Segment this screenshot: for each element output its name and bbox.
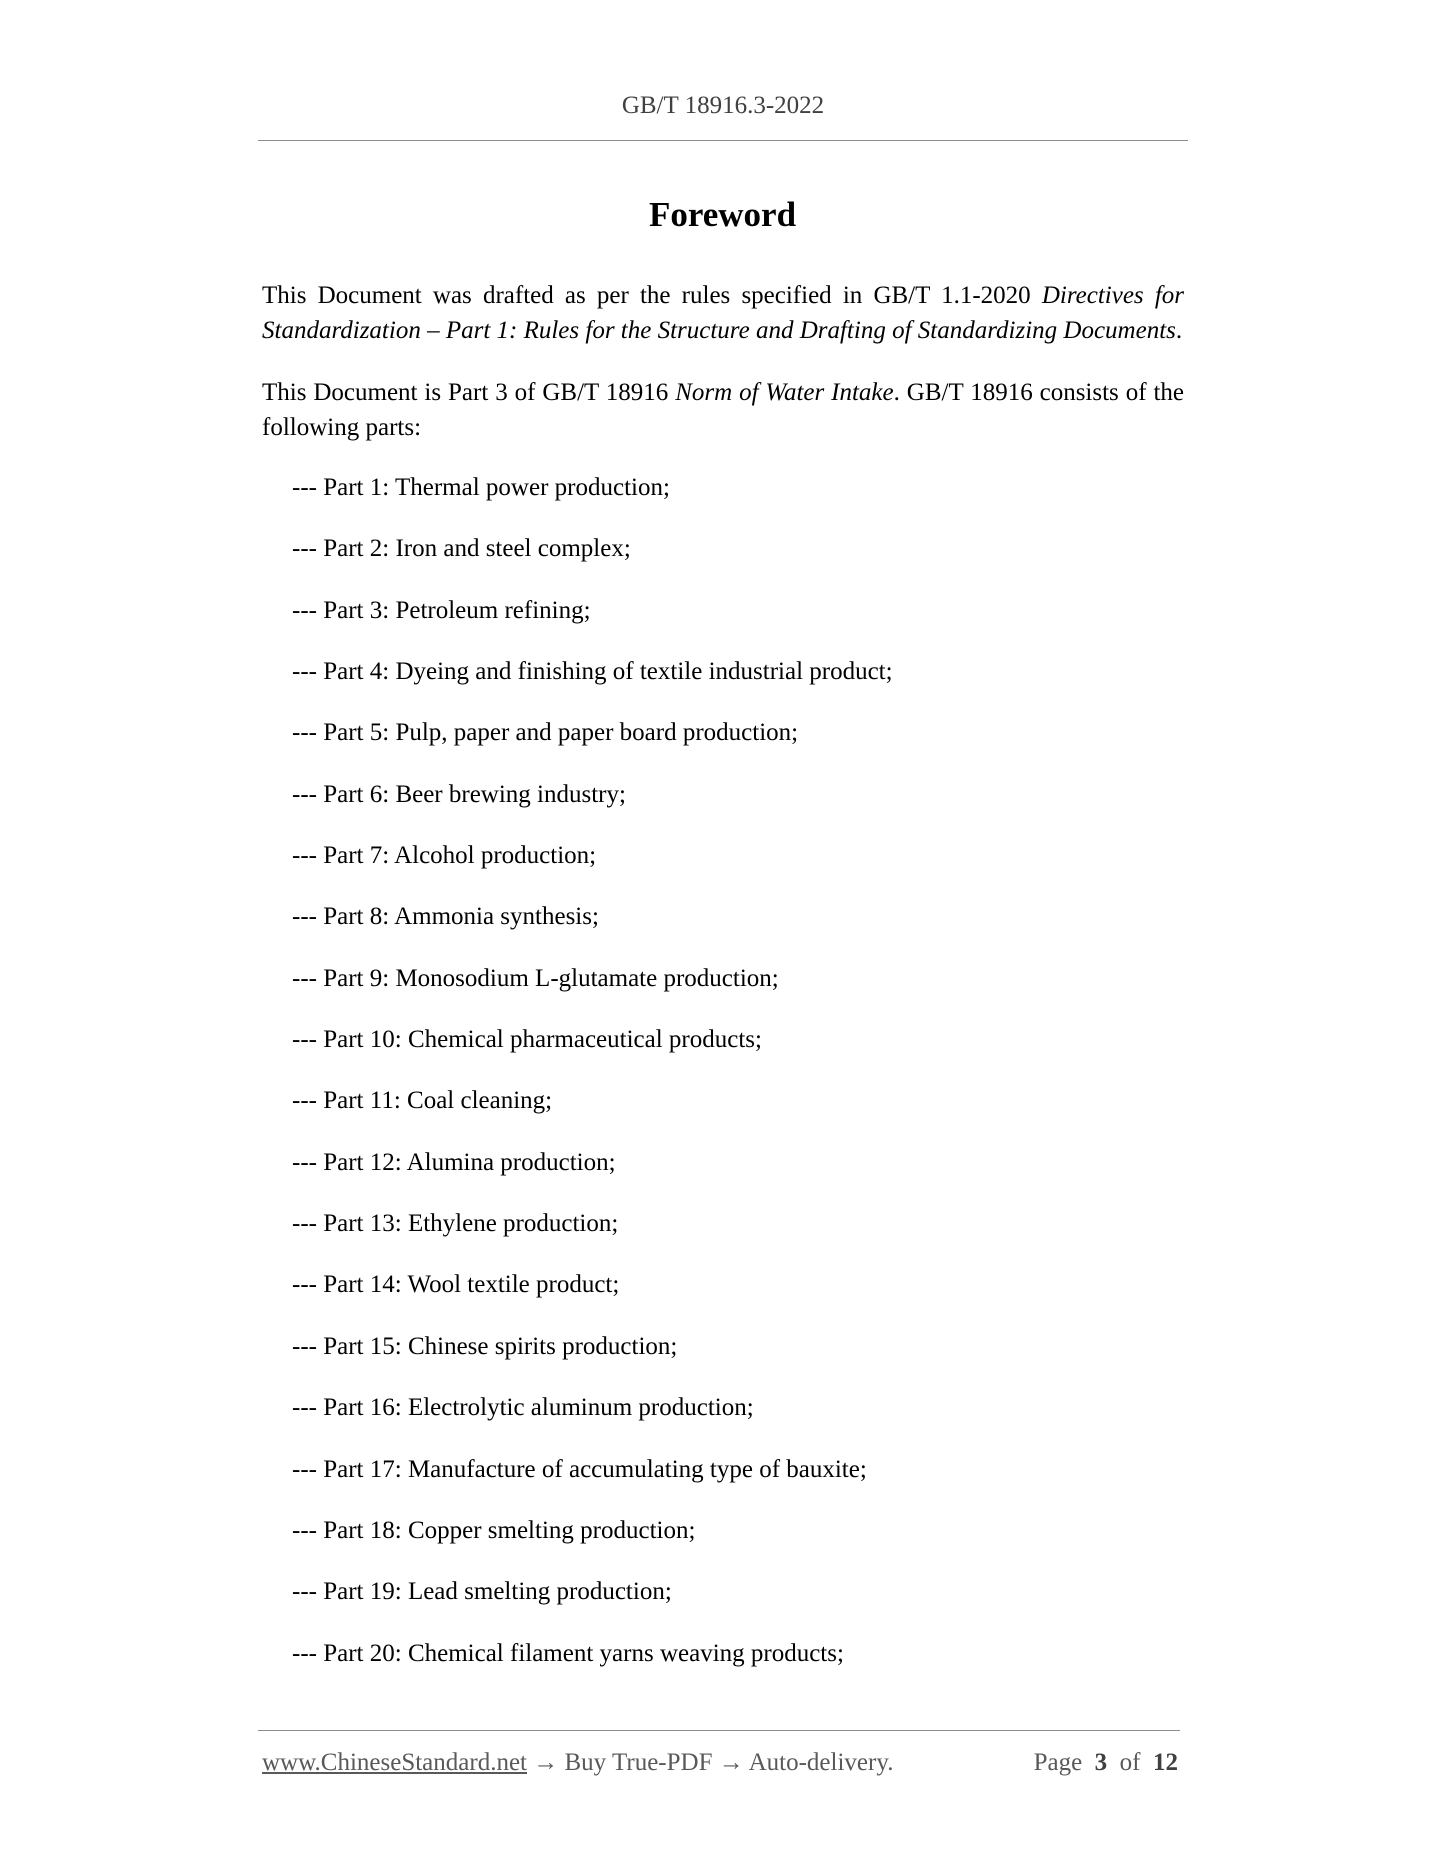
list-item: --- Part 16: Electrolytic aluminum production; <box>292 1394 754 1422</box>
website-link[interactable]: www.ChineseStandard.net <box>262 1749 527 1776</box>
page-number: 3 <box>1094 1749 1108 1776</box>
page-label: Page <box>1033 1749 1083 1776</box>
paragraph-text: . GB/T 18916 consists of the following parts: <box>262 379 1184 441</box>
list-item: --- Part 10: Chemical pharmaceutical products; <box>292 1026 762 1054</box>
list-item: --- Part 1: Thermal power production; <box>292 474 670 501</box>
buy-pdf-text: Buy True-PDF <box>564 1749 713 1776</box>
paragraph-drafting-rules <box>262 278 1184 348</box>
list-item: --- Part 9: Monosodium L-glutamate production; <box>292 964 779 992</box>
list-item: --- Part 12: Alumina production; <box>292 1148 616 1176</box>
page-counter <box>1034 1745 1178 1780</box>
list-item: --- Part 19: Lead smelting production; <box>292 1578 672 1606</box>
page-total: 12 <box>1153 1749 1178 1776</box>
section-title: Foreword <box>648 195 797 234</box>
list-item: --- Part 11: Coal cleaning; <box>292 1087 553 1115</box>
list-item: --- Part 5: Pulp, paper and paper board production; <box>292 719 799 747</box>
footer-promo <box>262 1745 893 1780</box>
list-item: --- Part 17: Manufacture of accumulating type of bauxite; <box>292 1455 867 1483</box>
arrow-right-icon: → <box>718 1749 744 1776</box>
paragraph-text: . <box>1175 317 1183 344</box>
header-divider <box>258 140 1188 141</box>
footer-divider <box>258 1730 1180 1731</box>
delivery-text: Auto-delivery. <box>748 1749 894 1776</box>
running-header: GB/T 18916.3-2022 <box>621 92 825 119</box>
list-item: --- Part 14: Wool textile product; <box>292 1271 620 1299</box>
list-item: --- Part 2: Iron and steel complex; <box>292 535 631 563</box>
list-item: --- Part 15: Chinese spirits production; <box>292 1332 678 1360</box>
list-item: --- Part 13: Ethylene production; <box>292 1210 619 1238</box>
arrow-right-icon: → <box>533 1749 559 1776</box>
list-item: --- Part 20: Chemical filament yarns weaving products; <box>292 1639 844 1667</box>
list-item: --- Part 18: Copper smelting production; <box>292 1516 696 1544</box>
parts-list <box>292 470 1172 1697</box>
list-item: --- Part 7: Alcohol production; <box>292 842 597 870</box>
list-item: --- Part 4: Dyeing and finishing of textile industrial product; <box>292 658 893 686</box>
paragraph-text: This Document is Part 3 of GB/T 18916 <box>262 379 676 406</box>
cited-title: Norm of Water Intake <box>675 379 894 406</box>
list-item: --- Part 8: Ammonia synthesis; <box>292 903 599 931</box>
of-label: of <box>1119 1749 1141 1776</box>
paragraph-text: This Document was drafted as per the rules specified in GB/T 1.1-2020 <box>262 282 1042 309</box>
list-item: --- Part 3: Petroleum refining; <box>292 596 591 624</box>
list-item: --- Part 6: Beer brewing industry; <box>292 780 626 808</box>
paragraph-part-intro <box>262 375 1184 445</box>
cited-title: Directives for Standardization – Part 1: Rules for the Structure and Drafting of Standardizing Documents <box>262 282 1185 344</box>
